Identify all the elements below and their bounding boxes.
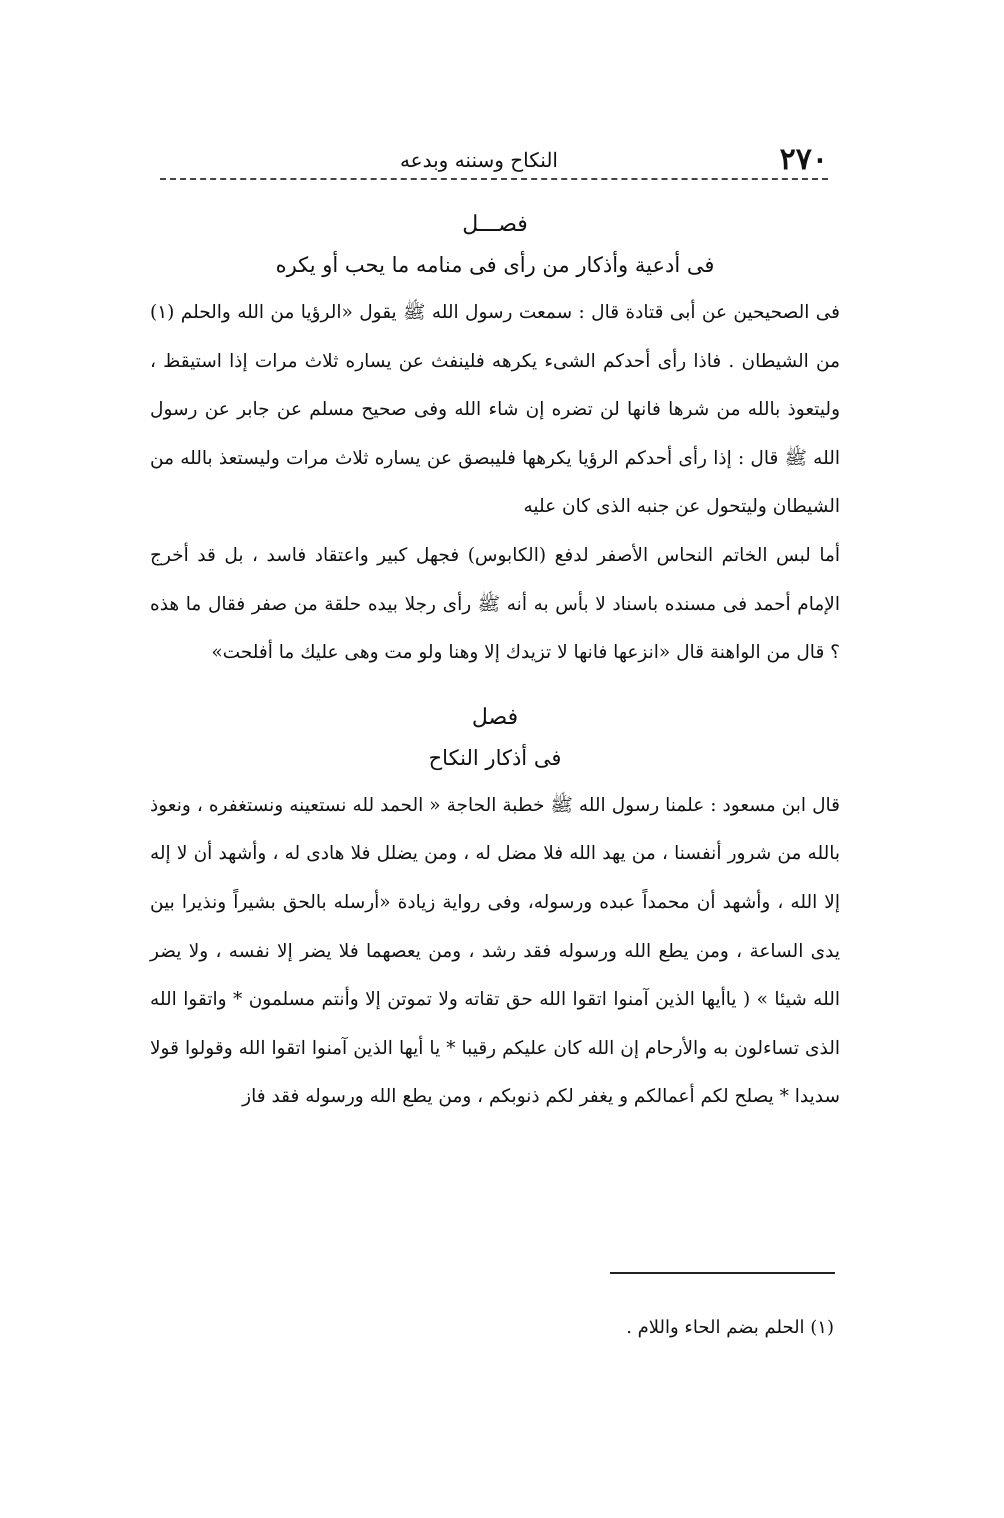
section-dreams <box>150 205 840 678</box>
main-text <box>150 205 840 1122</box>
header-divider <box>160 178 828 180</box>
page-header <box>160 140 828 180</box>
paragraph: أما لبس الخاتم النحاس الأصفر لدفع (الكابوس) فجهل كبير واعتقاد فاسد ، بل قد أخرج الإمام أحمد فى مسنده باسناد لا بأس به أنه ﷺ رأى رجلا بيده حلقة من صفر فقال ما هذه ؟ قال من الواهنة قال «انزعها فانها لا تزيدك إلا وهنا ولو مت وهى عليك ما أفلحت» <box>150 544 840 664</box>
section-gap <box>150 678 840 698</box>
section-subheading: فى أذكار النكاح <box>428 745 562 770</box>
section-marriage <box>150 698 840 1122</box>
page-number: ٢٧٠ <box>779 142 828 177</box>
footnote-divider <box>610 1272 835 1274</box>
paragraph: فى الصحيحين عن أبى قتادة قال : سمعت رسول الله ﷺ يقول «الرؤيا من الله والحلم (١) من الشيطان . فاذا رأى أحدكم الشىء يكرهه فلينفث عن يساره ثلاث مرات إذا استيقظ ، وليتعوذ بالله من شرها فانها لن تضره إن شاء الله وفى صحيح مسلم عن جابر عن رسول الله ﷺ قال : إذا رأى أحدكم الرؤيا يكرهها فليبصق عن يساره ثلاث مرات وليستعذ بالله من الشيطان وليتحول عن جنبه الذى كان عليه <box>150 302 840 518</box>
footnote: (١) الحلم بضم الحاء واللام . <box>626 1317 834 1338</box>
running-title: النكاح وسننه وبدعه <box>399 148 558 172</box>
section-heading: فصل <box>471 704 519 730</box>
paragraph: قال ابن مسعود : علمنا رسول الله ﷺ خطبة الحاجة « الحمد لله نستعينه ونستغفره ، ونعوذ بالله من شرور أنفسنا ، من يهد الله فلا مضل له ، ومن يضلل فلا هادى له ، وأشهد أن لا إله إلا الله ، وأشهد أن محمداً عبده ورسوله، وفى رواية زيادة «أرسله بالحق بشيراً ونذيرا بين يدى الساعة ، ومن يطع الله ورسوله فقد رشد ، ومن يعصهما فلا يضر إلا نفسه ، ولا يضر الله شيئا » ( ياأيها الذين آمنوا اتقوا الله حق تقاته ولا تموتن إلا وأنتم مسلمون * واتقوا الله الذى تساءلون به والأرحام إن الله كان عليكم رقيبا * يا أيها الذين آمنوا اتقوا الله وقولوا قولا سديدا * يصلح لكم أعمالكم و يغفر لكم ذنوبكم ، ومن يطع الله ورسوله فقد فاز <box>150 794 840 1108</box>
section-heading: فصـــل <box>462 212 528 237</box>
section-subheading: فى أدعية وأذكار من رأى فى منامه ما يحب أو يكره <box>275 253 715 277</box>
